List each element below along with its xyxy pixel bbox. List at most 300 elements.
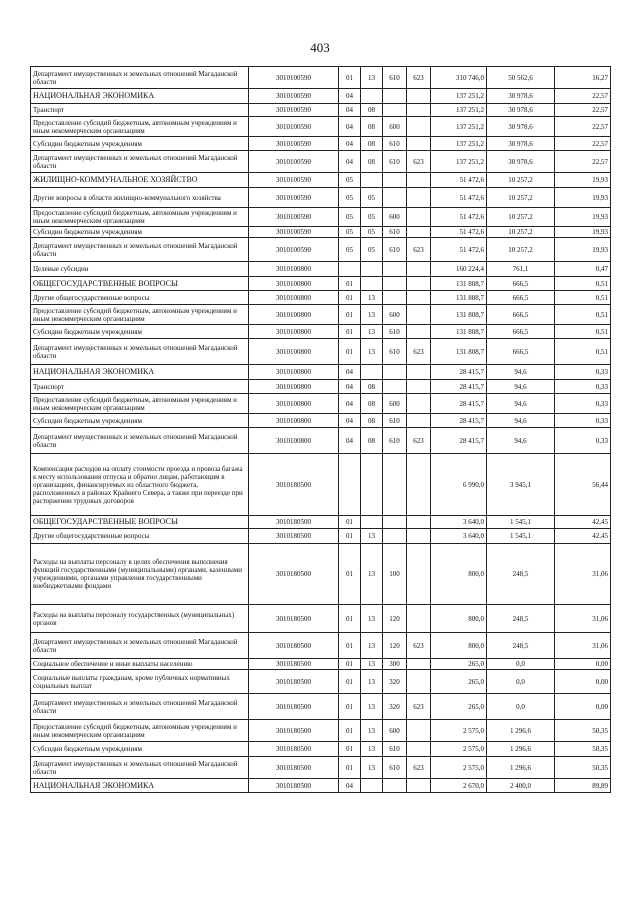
row-gr	[407, 305, 431, 325]
row-code: 3010180500	[249, 670, 339, 694]
table-row	[31, 380, 611, 394]
table-row	[31, 277, 611, 291]
row-code: 3010180500	[249, 720, 339, 742]
row-pct: 19,93	[555, 208, 611, 227]
row-pr: 13	[361, 633, 383, 659]
row-code: 3010100800	[249, 325, 339, 339]
table-row	[31, 516, 611, 529]
row-fact: 1 545,1	[487, 529, 555, 544]
row-pct: 22,57	[555, 151, 611, 173]
row-code: 3010100800	[249, 339, 339, 365]
row-name: Департамент имущественных и земельных отношений Магаданской области	[31, 238, 249, 262]
row-rz: 01	[339, 605, 361, 633]
row-vr: 610	[383, 757, 407, 779]
row-gr: 623	[407, 238, 431, 262]
row-fact: 94,6	[487, 365, 555, 380]
table-row	[31, 89, 611, 104]
row-pr	[361, 779, 383, 793]
row-name: Предоставление субсидий бюджетным, автономным учреждениям и иным некоммерческим организациям	[31, 117, 249, 137]
row-plan: 28 415,7	[431, 380, 487, 394]
row-pct: 50,35	[555, 720, 611, 742]
row-gr	[407, 670, 431, 694]
row-rz: 01	[339, 670, 361, 694]
row-fact: 30 978,6	[487, 151, 555, 173]
row-pr	[361, 173, 383, 188]
row-gr: 623	[407, 757, 431, 779]
row-plan: 28 415,7	[431, 414, 487, 428]
table-row	[31, 544, 611, 605]
row-vr	[383, 291, 407, 305]
row-pct: 0,33	[555, 380, 611, 394]
row-code: 3010180500	[249, 659, 339, 670]
table-row	[31, 694, 611, 720]
row-plan: 28 415,7	[431, 428, 487, 454]
row-pct: 22,57	[555, 89, 611, 104]
row-plan: 160 224,4	[431, 262, 487, 277]
row-rz: 01	[339, 516, 361, 529]
row-plan: 137 251,2	[431, 104, 487, 117]
row-gr	[407, 394, 431, 414]
row-pct: 50,35	[555, 757, 611, 779]
row-code: 3010180500	[249, 694, 339, 720]
row-pr: 13	[361, 67, 383, 89]
row-plan: 265,0	[431, 670, 487, 694]
row-vr: 610	[383, 414, 407, 428]
row-code: 3010100800	[249, 428, 339, 454]
row-pct: 42,45	[555, 529, 611, 544]
row-code: 3010180500	[249, 516, 339, 529]
row-vr: 600	[383, 117, 407, 137]
table-row	[31, 291, 611, 305]
table-row	[31, 339, 611, 365]
row-vr: 610	[383, 428, 407, 454]
row-code: 3010100800	[249, 262, 339, 277]
row-code: 3010100800	[249, 414, 339, 428]
row-vr: 610	[383, 325, 407, 339]
row-plan: 6 990,0	[431, 454, 487, 516]
row-vr: 610	[383, 151, 407, 173]
row-fact: 50 562,6	[487, 67, 555, 89]
row-name: Субсидии бюджетным учреждениям	[31, 227, 249, 238]
row-fact: 10 257,2	[487, 173, 555, 188]
row-gr	[407, 188, 431, 208]
row-vr	[383, 380, 407, 394]
row-gr	[407, 262, 431, 277]
row-plan: 137 251,2	[431, 89, 487, 104]
row-fact: 0,0	[487, 694, 555, 720]
table-row	[31, 262, 611, 277]
row-name: Департамент имущественных и земельных отношений Магаданской области	[31, 633, 249, 659]
row-pr: 08	[361, 414, 383, 428]
row-rz: 04	[339, 89, 361, 104]
row-name: Департамент имущественных и земельных отношений Магаданской области	[31, 67, 249, 89]
row-pr: 13	[361, 757, 383, 779]
table-row	[31, 188, 611, 208]
row-fact: 666,5	[487, 325, 555, 339]
row-name: Социальное обеспечение и иные выплаты населению	[31, 659, 249, 670]
row-rz: 01	[339, 742, 361, 757]
row-gr	[407, 89, 431, 104]
row-plan: 28 415,7	[431, 365, 487, 380]
row-name: НАЦИОНАЛЬНАЯ ЭКОНОМИКА	[31, 779, 249, 793]
table-row	[31, 670, 611, 694]
table-row	[31, 742, 611, 757]
row-code: 3010100590	[249, 173, 339, 188]
row-fact: 94,6	[487, 380, 555, 394]
row-gr: 623	[407, 428, 431, 454]
row-gr: 623	[407, 633, 431, 659]
row-name: Субсидии бюджетным учреждениям	[31, 137, 249, 151]
row-vr	[383, 89, 407, 104]
row-rz: 05	[339, 238, 361, 262]
row-plan: 51 472,6	[431, 227, 487, 238]
row-rz: 01	[339, 529, 361, 544]
row-pr	[361, 277, 383, 291]
row-name: Расходы на выплаты персоналу в целях обеспечения выполнения функций государственными (муниципальными) органами, казенными учреждениями, органами управления государственными внебюджетными фондами	[31, 544, 249, 605]
row-name: НАЦИОНАЛЬНАЯ ЭКОНОМИКА	[31, 365, 249, 380]
row-pr	[361, 365, 383, 380]
row-name: Целевые субсидии	[31, 262, 249, 277]
row-gr	[407, 227, 431, 238]
row-code: 3010100590	[249, 188, 339, 208]
row-name: Субсидии бюджетным учреждениям	[31, 742, 249, 757]
row-pct: 42,45	[555, 516, 611, 529]
row-fact: 10 257,2	[487, 208, 555, 227]
row-fact: 94,6	[487, 428, 555, 454]
row-pr: 08	[361, 117, 383, 137]
row-code: 3010100800	[249, 291, 339, 305]
row-pr: 13	[361, 325, 383, 339]
row-pct: 0,00	[555, 659, 611, 670]
row-vr: 610	[383, 238, 407, 262]
row-rz: 05	[339, 227, 361, 238]
row-vr	[383, 188, 407, 208]
row-fact: 10 257,2	[487, 188, 555, 208]
row-fact: 1 296,6	[487, 720, 555, 742]
row-vr: 600	[383, 720, 407, 742]
table-row	[31, 173, 611, 188]
row-pct: 0,51	[555, 277, 611, 291]
row-name: Департамент имущественных и земельных отношений Магаданской области	[31, 428, 249, 454]
row-name: Предоставление субсидий бюджетным, автономным учреждениям и иным некоммерческим организациям	[31, 394, 249, 414]
row-rz: 01	[339, 67, 361, 89]
row-fact: 2 400,0	[487, 779, 555, 793]
row-code: 3010100800	[249, 277, 339, 291]
row-plan: 131 808,7	[431, 305, 487, 325]
row-fact: 666,5	[487, 291, 555, 305]
table-row	[31, 779, 611, 793]
row-gr	[407, 544, 431, 605]
row-pct: 0,33	[555, 394, 611, 414]
row-rz: 04	[339, 779, 361, 793]
row-vr	[383, 262, 407, 277]
table-row	[31, 659, 611, 670]
table-row	[31, 325, 611, 339]
row-gr	[407, 516, 431, 529]
table-row	[31, 227, 611, 238]
row-vr: 120	[383, 605, 407, 633]
row-pct: 0,51	[555, 339, 611, 365]
row-name: ОБЩЕГОСУДАРСТВЕННЫЕ ВОПРОСЫ	[31, 277, 249, 291]
row-rz: 04	[339, 117, 361, 137]
row-gr: 623	[407, 339, 431, 365]
row-vr	[383, 173, 407, 188]
row-plan: 3 640,0	[431, 516, 487, 529]
row-rz: 01	[339, 277, 361, 291]
row-plan: 137 251,2	[431, 151, 487, 173]
row-fact: 761,1	[487, 262, 555, 277]
table-row	[31, 365, 611, 380]
row-vr: 610	[383, 67, 407, 89]
row-vr: 320	[383, 694, 407, 720]
row-pct: 0,33	[555, 365, 611, 380]
row-plan: 131 808,7	[431, 291, 487, 305]
row-plan: 51 472,6	[431, 173, 487, 188]
row-name: Транспорт	[31, 104, 249, 117]
row-plan: 2 575,0	[431, 742, 487, 757]
row-plan: 2 575,0	[431, 757, 487, 779]
row-plan: 800,0	[431, 605, 487, 633]
row-rz: 01	[339, 694, 361, 720]
table-row	[31, 305, 611, 325]
row-name: Другие вопросы в области жилищно-коммунального хозяйства	[31, 188, 249, 208]
row-plan: 51 472,6	[431, 188, 487, 208]
table-row	[31, 605, 611, 633]
row-plan: 131 808,7	[431, 339, 487, 365]
table-row	[31, 428, 611, 454]
row-name: Предоставление субсидий бюджетным, автономным учреждениям и иным некоммерческим организациям	[31, 720, 249, 742]
table-row	[31, 151, 611, 173]
row-code: 3010180500	[249, 757, 339, 779]
table-row	[31, 394, 611, 414]
row-code: 3010100800	[249, 365, 339, 380]
row-code: 3010100590	[249, 208, 339, 227]
table-row	[31, 454, 611, 516]
row-rz: 01	[339, 544, 361, 605]
row-gr	[407, 104, 431, 117]
row-rz: 01	[339, 339, 361, 365]
row-vr	[383, 779, 407, 793]
row-gr	[407, 325, 431, 339]
row-fact: 1 296,6	[487, 757, 555, 779]
table-body	[31, 67, 611, 793]
row-rz: 05	[339, 173, 361, 188]
row-rz	[339, 454, 361, 516]
row-fact: 10 257,2	[487, 227, 555, 238]
row-vr: 600	[383, 208, 407, 227]
row-pr: 08	[361, 137, 383, 151]
row-rz: 04	[339, 104, 361, 117]
row-name: Департамент имущественных и земельных отношений Магаданской области	[31, 757, 249, 779]
row-name: Департамент имущественных и земельных отношений Магаданской области	[31, 339, 249, 365]
row-pr: 05	[361, 238, 383, 262]
row-fact: 0,0	[487, 659, 555, 670]
row-vr: 100	[383, 544, 407, 605]
row-gr	[407, 605, 431, 633]
row-plan: 2 575,0	[431, 720, 487, 742]
row-plan: 310 746,0	[431, 67, 487, 89]
row-rz: 05	[339, 208, 361, 227]
row-pr: 13	[361, 659, 383, 670]
row-gr	[407, 173, 431, 188]
row-rz: 04	[339, 137, 361, 151]
row-code: 3010100590	[249, 151, 339, 173]
row-fact: 248,5	[487, 633, 555, 659]
row-rz: 04	[339, 394, 361, 414]
row-name: Департамент имущественных и земельных отношений Магаданской области	[31, 694, 249, 720]
row-name: ЖИЛИЩНО-КОММУНАЛЬНОЕ ХОЗЯЙСТВО	[31, 173, 249, 188]
row-vr	[383, 516, 407, 529]
row-pr: 08	[361, 394, 383, 414]
row-plan: 800,0	[431, 633, 487, 659]
row-gr	[407, 208, 431, 227]
table-row	[31, 720, 611, 742]
row-gr	[407, 529, 431, 544]
row-gr	[407, 779, 431, 793]
row-pct: 31,06	[555, 605, 611, 633]
row-pct: 0,47	[555, 262, 611, 277]
row-plan: 3 640,0	[431, 529, 487, 544]
row-plan: 131 808,7	[431, 277, 487, 291]
page-number: 403	[310, 40, 330, 55]
row-plan: 51 472,6	[431, 208, 487, 227]
row-code: 3010100800	[249, 380, 339, 394]
row-pct: 0,51	[555, 291, 611, 305]
row-rz: 01	[339, 757, 361, 779]
row-pr: 13	[361, 339, 383, 365]
row-pr	[361, 89, 383, 104]
row-name: Другие общегосударственные вопросы	[31, 291, 249, 305]
row-fact: 1 296,6	[487, 742, 555, 757]
table-row	[31, 414, 611, 428]
row-plan: 137 251,2	[431, 137, 487, 151]
row-name: Субсидии бюджетным учреждениям	[31, 325, 249, 339]
row-rz: 01	[339, 305, 361, 325]
row-pr	[361, 262, 383, 277]
row-rz: 01	[339, 325, 361, 339]
row-pr: 13	[361, 529, 383, 544]
row-name: Транспорт	[31, 380, 249, 394]
row-name: Предоставление субсидий бюджетным, автономным учреждениям и иным некоммерческим организациям	[31, 208, 249, 227]
row-pr	[361, 454, 383, 516]
row-code: 3010100590	[249, 227, 339, 238]
row-rz: 01	[339, 659, 361, 670]
row-name: Расходы на выплаты персоналу государственных (муниципальных) органов	[31, 605, 249, 633]
row-rz: 04	[339, 380, 361, 394]
row-vr: 600	[383, 305, 407, 325]
table-row	[31, 529, 611, 544]
row-gr: 623	[407, 67, 431, 89]
row-fact: 30 978,6	[487, 137, 555, 151]
table-row	[31, 633, 611, 659]
budget-table	[30, 66, 611, 793]
row-code: 3010100590	[249, 67, 339, 89]
row-pr: 05	[361, 188, 383, 208]
row-pr: 13	[361, 544, 383, 605]
row-pct: 89,89	[555, 779, 611, 793]
row-rz: 05	[339, 188, 361, 208]
row-rz: 04	[339, 414, 361, 428]
row-code: 3010180500	[249, 544, 339, 605]
row-fact: 3 945,1	[487, 454, 555, 516]
row-code: 3010180500	[249, 605, 339, 633]
row-rz: 04	[339, 428, 361, 454]
row-rz: 01	[339, 720, 361, 742]
row-fact: 666,5	[487, 277, 555, 291]
table-row	[31, 208, 611, 227]
row-pct: 31,06	[555, 633, 611, 659]
table-row	[31, 104, 611, 117]
row-pr: 13	[361, 742, 383, 757]
row-name: Департамент имущественных и земельных отношений Магаданской области	[31, 151, 249, 173]
row-fact: 666,5	[487, 339, 555, 365]
row-fact: 1 545,1	[487, 516, 555, 529]
row-plan: 137 251,2	[431, 117, 487, 137]
row-vr: 300	[383, 659, 407, 670]
row-code: 3010180500	[249, 529, 339, 544]
row-fact: 30 978,6	[487, 89, 555, 104]
table-row	[31, 117, 611, 137]
row-pr: 13	[361, 720, 383, 742]
row-pct: 0,00	[555, 670, 611, 694]
row-code: 3010180500	[249, 454, 339, 516]
row-code: 3010100590	[249, 89, 339, 104]
row-pct: 22,57	[555, 137, 611, 151]
row-code: 3010100800	[249, 305, 339, 325]
row-code: 3010180500	[249, 742, 339, 757]
row-vr	[383, 104, 407, 117]
row-name: Социальные выплаты гражданам, кроме публичных нормативных социальных выплат	[31, 670, 249, 694]
row-vr	[383, 365, 407, 380]
row-code: 3010100800	[249, 394, 339, 414]
row-pr: 13	[361, 694, 383, 720]
row-plan: 51 472,6	[431, 238, 487, 262]
row-vr: 320	[383, 670, 407, 694]
table-row	[31, 137, 611, 151]
row-rz: 01	[339, 291, 361, 305]
row-plan: 265,0	[431, 694, 487, 720]
row-pr: 13	[361, 605, 383, 633]
row-vr: 610	[383, 339, 407, 365]
row-pct: 0,51	[555, 305, 611, 325]
row-gr	[407, 117, 431, 137]
row-pct: 0,00	[555, 694, 611, 720]
row-fact: 10 257,2	[487, 238, 555, 262]
row-vr	[383, 277, 407, 291]
row-gr	[407, 137, 431, 151]
table-row	[31, 238, 611, 262]
row-rz: 01	[339, 633, 361, 659]
row-pr: 13	[361, 291, 383, 305]
row-gr	[407, 720, 431, 742]
row-pct: 0,51	[555, 325, 611, 339]
row-code: 3010180500	[249, 633, 339, 659]
row-code: 3010100590	[249, 137, 339, 151]
row-gr	[407, 277, 431, 291]
row-vr	[383, 529, 407, 544]
row-pr	[361, 516, 383, 529]
row-name: Другие общегосударственные вопросы	[31, 529, 249, 544]
row-vr: 610	[383, 227, 407, 238]
row-fact: 666,5	[487, 305, 555, 325]
row-code: 3010100590	[249, 117, 339, 137]
table-row	[31, 757, 611, 779]
row-pr: 08	[361, 428, 383, 454]
row-vr: 600	[383, 394, 407, 414]
row-fact: 0,0	[487, 670, 555, 694]
row-pct: 22,57	[555, 117, 611, 137]
row-gr: 623	[407, 694, 431, 720]
